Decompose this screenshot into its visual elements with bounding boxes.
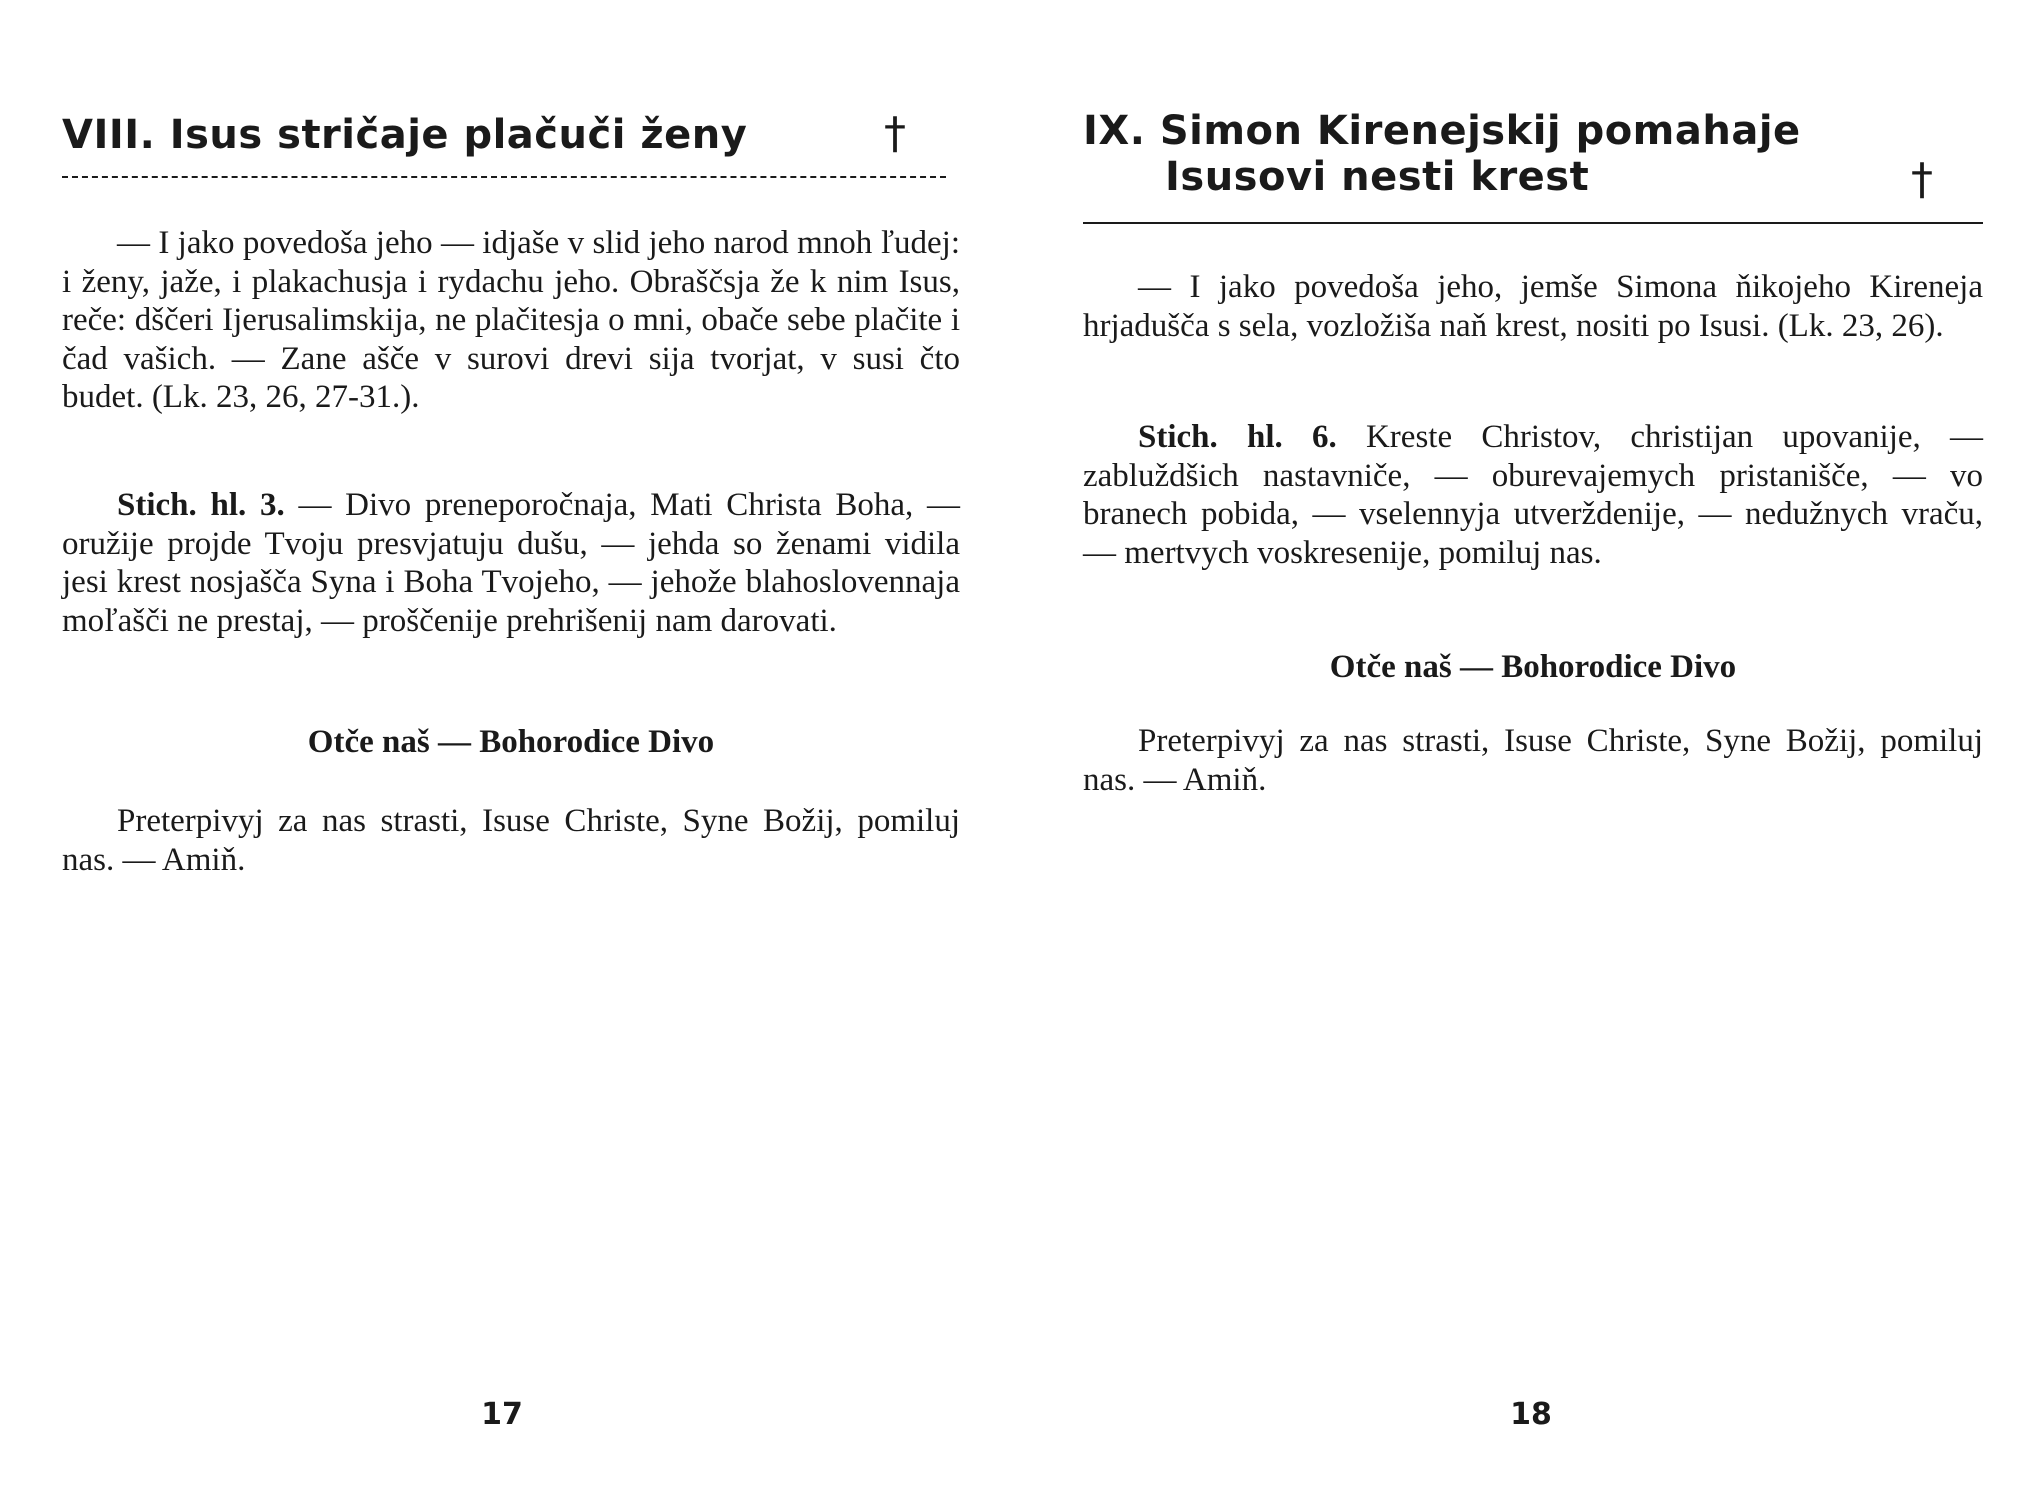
title-rule [62,176,946,178]
stichera-paragraph [62,486,960,640]
stichera-lead: Stich. hl. 6. [1138,419,1337,455]
stichera-text: — Divo preneporočnaja, Mati Christa Boha, — oružije projde Tvoju presvjatuju dušu, — jehda so ženami vidila jesi krest nosjašča Syna i Boha Tvojeho, — jehože blahoslovennaja moľašči ne prestaj, — proščenije prehrišenij nam darovati. [62,487,960,639]
cross-icon: † [1911,154,1933,205]
gospel-paragraph: — I jako povedoša jeho, jemše Simona ňikojeho Kireneja hrjadušča s sela, vozložiša naň krest, nositi po Isusi. (Lk. 23, 26). [1083,269,1983,344]
station-title [62,112,747,158]
closing-paragraph: Preterpivyj za nas strasti, Isuse Christe, Syne Božij, pomiluj nas. — Amiň. [1083,723,1983,798]
left-page [62,0,960,1500]
title-line: VIII. Isus stričaje plačuči ženy [62,112,748,158]
stichera-paragraph [1083,418,1983,572]
prayers-heading: Otče naš — Bohorodice Divo [1329,649,1737,685]
title-rule [1083,222,1983,224]
page-number: 17 [481,1397,523,1432]
prayers-heading: Otče naš — Bohorodice Divo [307,724,715,760]
title-line-1: IX. Simon Kirenejskij pomahaje [1083,108,1801,154]
closing-paragraph: Preterpivyj za nas strasti, Isuse Christe, Syne Božij, pomiluj nas. — Amiň. [62,803,960,878]
cross-icon: † [884,108,906,159]
gospel-paragraph: — I jako povedoša jeho — idjaše v slid jeho narod mnoh ľudej: i ženy, jaže, i plakachusja i rydachu jeho. Obraščsja že k nim Isus, reče: dščeri Ijerusalimskija, ne plačitesja o mni, obače sebe plačite i čad vašich. — Zane ašče v surovi drevi sija tvorjat, v susi čto budet. (Lk. 23, 26, 27-31.). [62,225,960,415]
title-line-2: Isusovi nesti krest [1165,154,1590,200]
station-title [1083,108,1801,200]
right-page [1083,0,1983,1500]
page-number: 18 [1510,1397,1552,1432]
stichera-lead: Stich. hl. 3. [117,487,285,523]
stichera-text: Kreste Christov, christijan upovanije, — zabluždšich nastavniče, — oburevajemych pristanišče, — vo branech pobida, — vselennyja utverždenije, — nedužnych vraču, — mertvych voskresenije, pomiluj nas. [1083,419,1983,571]
